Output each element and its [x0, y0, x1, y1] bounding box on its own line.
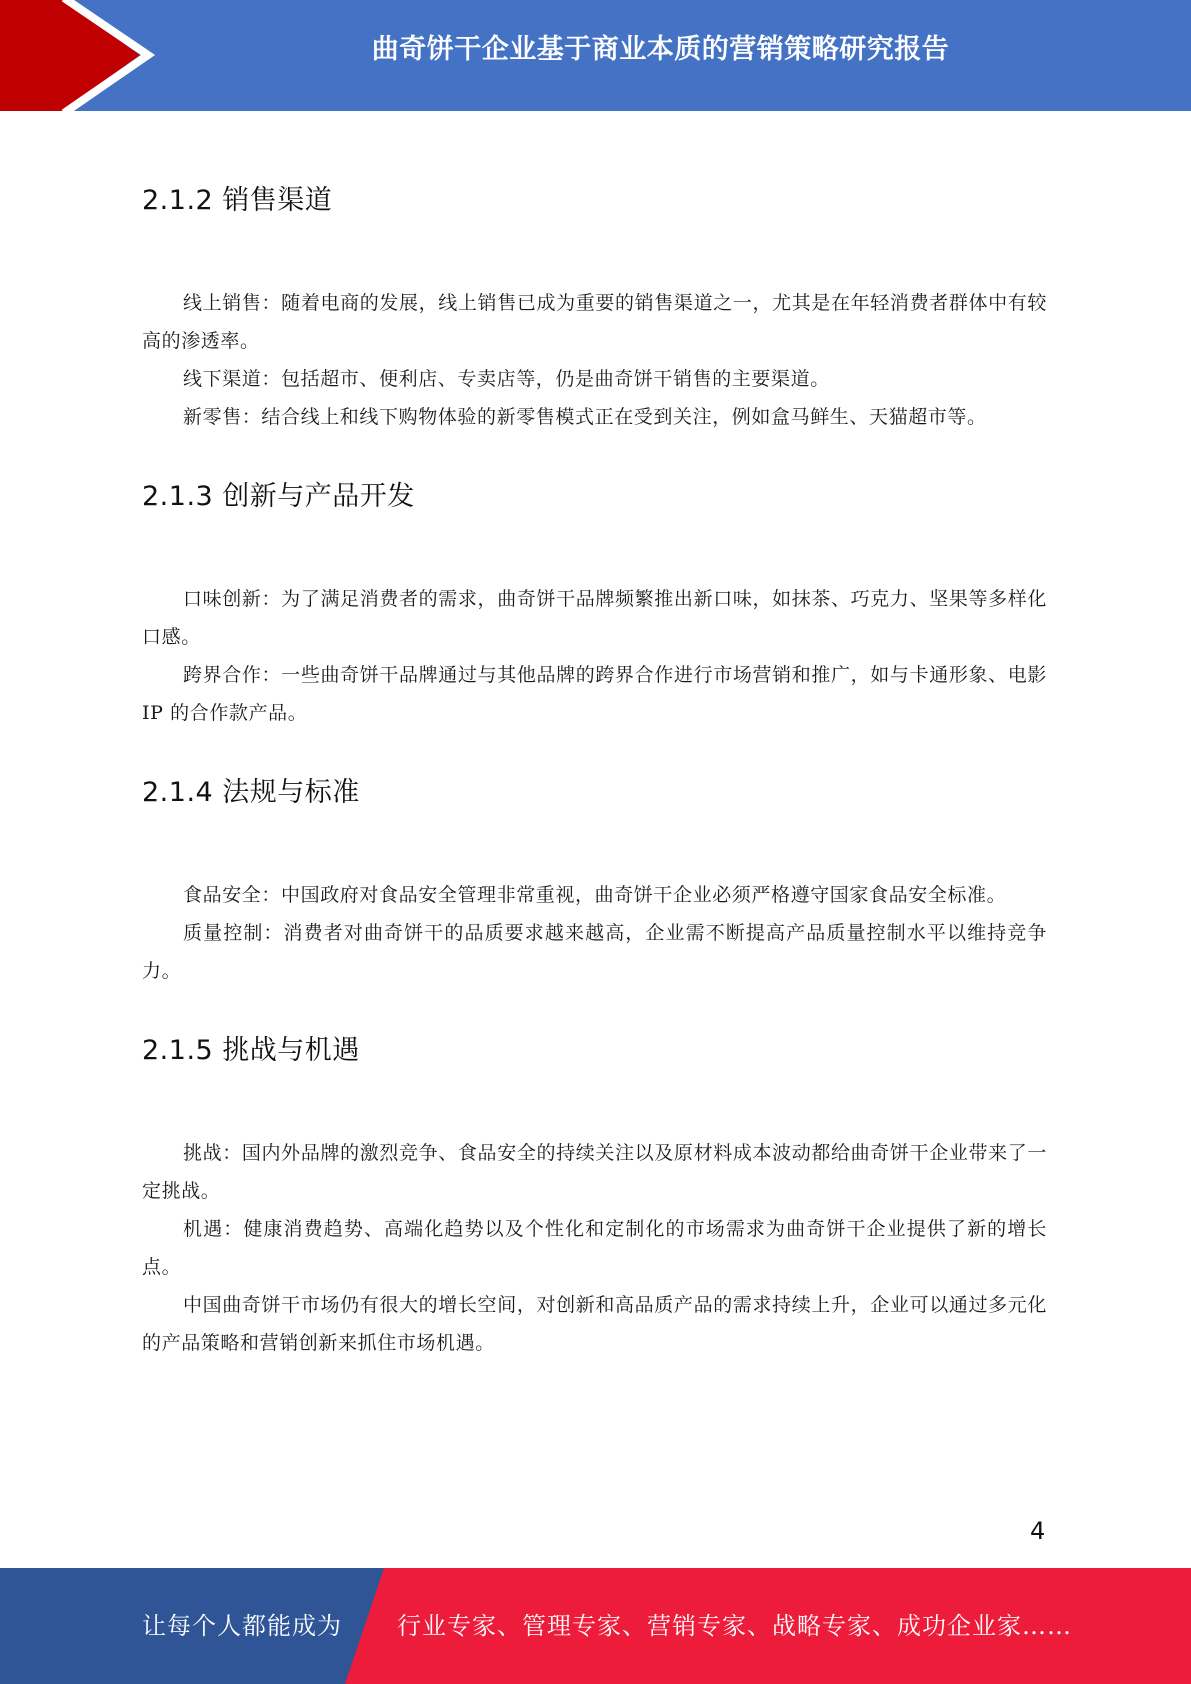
- paragraph: 口味创新：为了满足消费者的需求，曲奇饼干品牌频繁推出新口味，如抹茶、巧克力、坚果等多样化口感。: [142, 588, 1047, 648]
- paragraph: 线下渠道：包括超市、便利店、专卖店等，仍是曲奇饼干销售的主要渠道。: [183, 368, 830, 390]
- section-heading: 2.1.5 挑战与机遇: [142, 1035, 360, 1066]
- section-challenges: [142, 1032, 1047, 1362]
- paragraph: 新零售：结合线上和线下购物体验的新零售模式正在受到关注，例如盒马鲜生、天猫超市等。: [183, 406, 987, 428]
- page-footer: [0, 1568, 1191, 1684]
- paragraph: 挑战：国内外品牌的激烈竞争、食品安全的持续关注以及原材料成本波动都给曲奇饼干企业带来了一定挑战。: [142, 1142, 1047, 1202]
- page-number: 4: [1030, 1517, 1046, 1545]
- header-chevron-decoration: [0, 0, 160, 111]
- paragraph: 食品安全：中国政府对食品安全管理非常重视，曲奇饼干企业必须严格遵守国家食品安全标准。: [183, 884, 1007, 906]
- section-heading: 2.1.4 法规与标准: [142, 777, 360, 808]
- section-innovation: [142, 478, 1047, 732]
- paragraph: 线上销售：随着电商的发展，线上销售已成为重要的销售渠道之一，尤其是在年轻消费者群体中有较高的渗透率。: [142, 292, 1047, 352]
- section-heading: 2.1.3 创新与产品开发: [142, 481, 415, 512]
- paragraph: 中国曲奇饼干市场仍有很大的增长空间，对创新和高品质产品的需求持续上升，企业可以通过多元化的产品策略和营销创新来抓住市场机遇。: [142, 1294, 1047, 1354]
- paragraph: 跨界合作：一些曲奇饼干品牌通过与其他品牌的跨界合作进行市场营销和推广，如与卡通形象、电影 IP 的合作款产品。: [142, 664, 1047, 724]
- section-regulations: [142, 774, 1047, 990]
- page-body: [142, 160, 1047, 1362]
- chevron-red-block: [0, 0, 140, 111]
- footer-slogan-left: 让每个人都能成为: [142, 1612, 342, 1640]
- section-sales-channels: [142, 182, 1047, 436]
- document-title: 曲奇饼干企业基于商业本质的营销策略研究报告: [371, 34, 950, 65]
- footer-slogan-right: 行业专家、管理专家、营销专家、战略专家、成功企业家……: [397, 1612, 1072, 1640]
- page-header: [0, 0, 1191, 111]
- paragraph: 质量控制：消费者对曲奇饼干的品质要求越来越高，企业需不断提高产品质量控制水平以维持竞争力。: [142, 922, 1047, 982]
- paragraph: 机遇：健康消费趋势、高端化趋势以及个性化和定制化的市场需求为曲奇饼干企业提供了新的增长点。: [142, 1218, 1047, 1278]
- section-heading: 2.1.2 销售渠道: [142, 185, 333, 216]
